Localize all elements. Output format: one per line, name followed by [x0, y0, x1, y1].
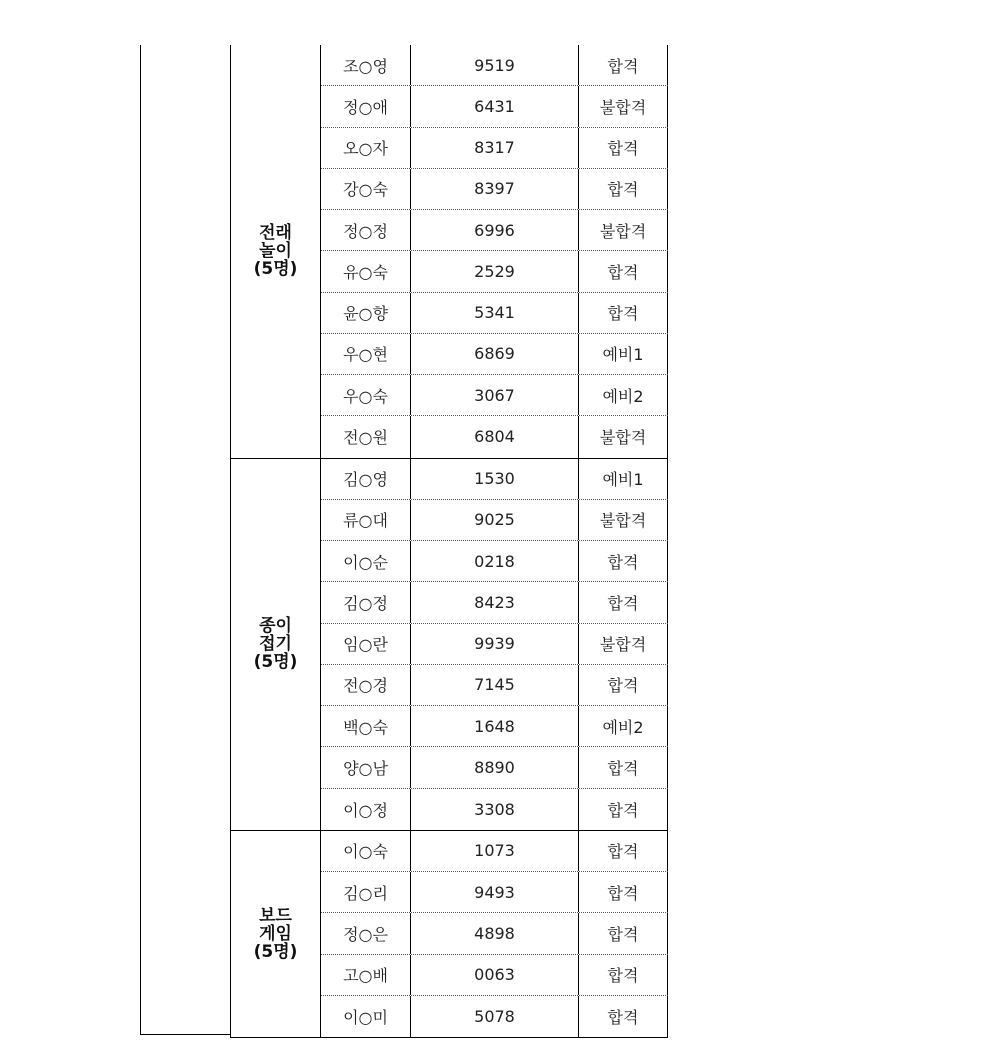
applicant-name: 유○숙 [321, 251, 411, 291]
table-row [321, 747, 668, 788]
applicant-name: 류○대 [321, 500, 411, 540]
program-label-cell [231, 831, 321, 1037]
result-status: 합격 [579, 996, 668, 1037]
result-status: 예비2 [579, 375, 668, 415]
applicant-name: 이○순 [321, 541, 411, 581]
result-status: 합격 [579, 955, 668, 995]
table-row [321, 706, 668, 747]
result-status: 합격 [579, 293, 668, 333]
applicant-number: 5078 [411, 996, 579, 1037]
applicant-name: 김○정 [321, 582, 411, 622]
result-status: 합격 [579, 831, 668, 871]
result-status: 합격 [579, 582, 668, 622]
applicant-name: 임○란 [321, 624, 411, 664]
applicant-number: 0218 [411, 541, 579, 581]
program-label: 종이 접기 (5명) [253, 616, 298, 673]
table-row [321, 582, 668, 623]
applicant-name: 전○경 [321, 665, 411, 705]
applicant-number: 0063 [411, 955, 579, 995]
table-row [321, 500, 668, 541]
applicant-number: 8423 [411, 582, 579, 622]
applicant-name: 백○숙 [321, 706, 411, 746]
applicant-name: 우○현 [321, 334, 411, 374]
table-row [321, 789, 668, 830]
table-row [321, 996, 668, 1037]
table-row [321, 541, 668, 582]
program-label-cell [231, 459, 321, 830]
applicant-number: 6431 [411, 86, 579, 126]
program-label: 보드 게임 (5명) [253, 905, 298, 962]
applicant-number: 3067 [411, 375, 579, 415]
table-row [321, 459, 668, 500]
table-row [321, 334, 668, 375]
applicant-number: 2529 [411, 251, 579, 291]
applicant-name: 이○미 [321, 996, 411, 1037]
result-status: 합격 [579, 747, 668, 787]
applicant-name: 강○숙 [321, 169, 411, 209]
applicant-number: 6996 [411, 210, 579, 250]
result-status: 합격 [579, 45, 668, 85]
result-status: 합격 [579, 128, 668, 168]
applicant-name: 정○애 [321, 86, 411, 126]
applicant-number: 1648 [411, 706, 579, 746]
applicant-name: 고○배 [321, 955, 411, 995]
applicant-number: 9939 [411, 624, 579, 664]
outer-category-column [140, 45, 230, 1035]
applicant-number: 6804 [411, 416, 579, 457]
table-row [321, 913, 668, 954]
table-row [321, 251, 668, 292]
table-row [321, 665, 668, 706]
result-status: 예비1 [579, 459, 668, 499]
applicant-number: 1073 [411, 831, 579, 871]
result-status: 예비2 [579, 706, 668, 746]
table-row [321, 831, 668, 872]
applicant-number: 5341 [411, 293, 579, 333]
result-status: 불합격 [579, 416, 668, 457]
applicant-name: 이○숙 [321, 831, 411, 871]
program-groups [230, 45, 668, 1038]
applicant-name: 우○숙 [321, 375, 411, 415]
result-status: 불합격 [579, 210, 668, 250]
applicant-name: 윤○향 [321, 293, 411, 333]
result-status: 합격 [579, 169, 668, 209]
applicant-number: 8317 [411, 128, 579, 168]
applicant-name: 김○리 [321, 872, 411, 912]
applicant-name: 조○영 [321, 45, 411, 85]
table-row [321, 45, 668, 86]
table-row [321, 169, 668, 210]
applicant-name: 이○정 [321, 789, 411, 830]
program-label: 전래 놀이 (5명) [253, 223, 298, 280]
table-row [321, 86, 668, 127]
result-status: 합격 [579, 872, 668, 912]
applicant-name: 정○정 [321, 210, 411, 250]
table-row [321, 375, 668, 416]
applicant-number: 3308 [411, 789, 579, 830]
applicant-number: 4898 [411, 913, 579, 953]
result-status: 합격 [579, 665, 668, 705]
result-status: 합격 [579, 789, 668, 830]
table-row [321, 955, 668, 996]
applicant-name: 전○원 [321, 416, 411, 457]
program-group [230, 459, 668, 831]
result-status: 합격 [579, 251, 668, 291]
table-row [321, 416, 668, 457]
applicant-number: 9025 [411, 500, 579, 540]
table-row [321, 293, 668, 334]
applicant-number: 8397 [411, 169, 579, 209]
applicant-name: 양○남 [321, 747, 411, 787]
result-status: 합격 [579, 541, 668, 581]
applicant-number: 6869 [411, 334, 579, 374]
applicant-number: 9519 [411, 45, 579, 85]
program-group [230, 45, 668, 459]
applicant-number: 1530 [411, 459, 579, 499]
result-status: 불합격 [579, 86, 668, 126]
applicant-number: 9493 [411, 872, 579, 912]
program-group [230, 831, 668, 1038]
result-status: 불합격 [579, 624, 668, 664]
program-label-cell [231, 45, 321, 458]
table-row [321, 210, 668, 251]
applicant-name: 정○은 [321, 913, 411, 953]
result-status: 합격 [579, 913, 668, 953]
table-row [321, 872, 668, 913]
applicant-rows [321, 459, 668, 830]
result-status: 불합격 [579, 500, 668, 540]
applicant-rows [321, 45, 668, 458]
applicant-name: 김○영 [321, 459, 411, 499]
table-row [321, 624, 668, 665]
applicant-number: 7145 [411, 665, 579, 705]
result-status: 예비1 [579, 334, 668, 374]
applicant-rows [321, 831, 668, 1037]
applicant-number: 8890 [411, 747, 579, 787]
table-row [321, 128, 668, 169]
applicant-name: 오○자 [321, 128, 411, 168]
